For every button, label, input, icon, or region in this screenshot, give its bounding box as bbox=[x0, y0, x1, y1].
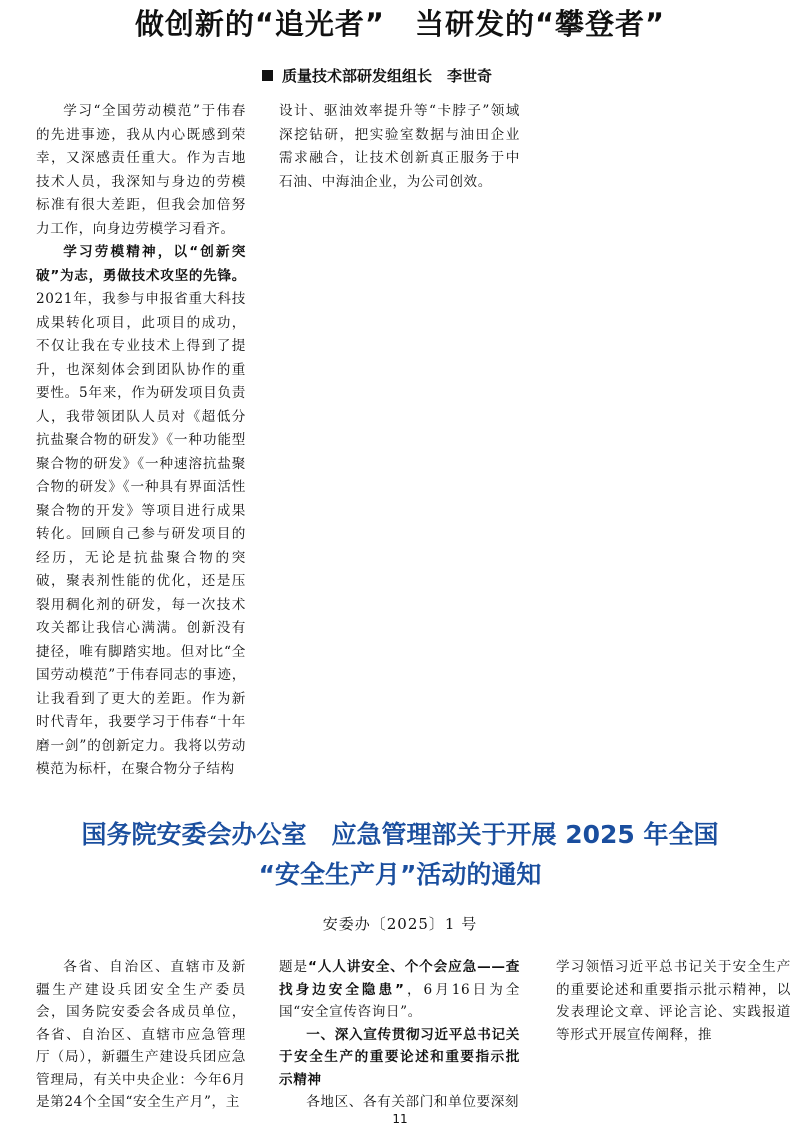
article-paragraph-intro: 学习“全国劳动模范”于伟春的先进事迹，我从内心既感到荣幸，又深感责任重大。作为吉地技术人员，我深知与身边的劳模标准有很大差距，但我会加倍努力工作，向身边劳模学习看齐。 bbox=[36, 103, 246, 237]
notice-theme: “人人讲安全、个个会应急——查找身边安全隐患” bbox=[279, 959, 520, 998]
article-paragraph-innovation bbox=[36, 241, 246, 782]
byline bbox=[262, 65, 782, 86]
square-bullet-icon bbox=[262, 70, 273, 81]
article-text-innovation: 2021年，我参与申报省重大科技成果转化项目，此项目的成功，不仅让我在专业技术上得到了提升，也深刻体会到团队协作的重要性。5年来，作为研发项目负责人，我带领团队人员对《超低分抗盐聚合物的研发》《一种功能型聚合物的研发》《一种速溶抗盐聚合物的研发》《一种具有界面活性聚合物的开发》等项目进行成果转化。回顾自己参与研发项目的经历，无论是抗盐聚合物的突破，聚表剂性能的优化，还是压裂用稠化剂的研发，每一次技术攻关都让我信心满满。创新没有捷径，唯有脚踏实地。但对比“全国劳动模范”于伟春同志的事迹，让我看到了更大的差距。作为新时代青年，我要学习于伟春“十年磨一剑”的创新定力。我将以劳动模范为标杆，在聚合物分子结构 bbox=[36, 291, 246, 777]
article-paragraph-innovation-cont bbox=[279, 100, 520, 194]
article-title: 做创新的“追光者” 当研发的“攀登者” bbox=[134, 7, 666, 41]
notice-column-1 bbox=[36, 956, 246, 1114]
article-column-1 bbox=[36, 100, 246, 782]
notice-column-3 bbox=[556, 956, 791, 1046]
article-body bbox=[36, 100, 776, 800]
notice-column-2 bbox=[279, 956, 520, 1114]
notice-title-line-2: “安全生产月”活动的通知 bbox=[258, 860, 542, 889]
notice-text-1: 题是 bbox=[279, 959, 308, 975]
notice-title-line-1: 国务院安委会办公室 应急管理部关于开展 2025 年全国 bbox=[81, 820, 719, 849]
notice-paragraph-1-cont bbox=[279, 956, 520, 1024]
notice-paragraph-1 bbox=[36, 956, 246, 1114]
article-column-2 bbox=[279, 100, 520, 194]
notice-body bbox=[36, 956, 791, 1116]
article-text-innovation: 设计、驱油效率提升等“卡脖子”领域深挖钻研，把实验室数据与油田企业需求融合，让技术创新真正服务于中石油、中海油企业，为公司创效。 bbox=[279, 103, 520, 190]
notice-paragraph-3: 各地区、各有关部门和单位要深刻 bbox=[306, 1094, 520, 1110]
article-heading-innovation: 学习劳模精神，以“创新突破”为志，勇做技术攻坚的先锋。 bbox=[36, 244, 246, 284]
notice-text-1: 各省、自治区、直辖市及新疆生产建设兵团安全生产委员会，国务院安委会各成员单位，各省、自治区、直辖市应急管理厅（局），新疆生产建设兵团应急管理局，有关中央企业：今年6月是第24个全国“安全生产月”，主 bbox=[36, 959, 246, 1110]
notice-text-1b: ，6月16日为全国“安全宣传咨询日”。 bbox=[279, 981, 521, 1020]
notice-paragraph-2 bbox=[279, 1024, 520, 1092]
document-number: 安委办〔2025〕1 号 bbox=[322, 915, 478, 933]
notice-paragraph-3-cont: 学习领悟习近平总书记关于安全生产的重要论述和重要指示批示精神，以发表理论文章、评论言论、实践报道等形式开展宣传阐释，推 bbox=[556, 959, 791, 1043]
notice-heading-1: 一、深入宣传贯彻习近平总书记关于安全生产的重要论述和重要指示批示精神 bbox=[279, 1026, 520, 1088]
byline-text: 质量技术部研发组组长 李世奇 bbox=[282, 67, 493, 85]
page-number: 11 bbox=[392, 1112, 408, 1126]
